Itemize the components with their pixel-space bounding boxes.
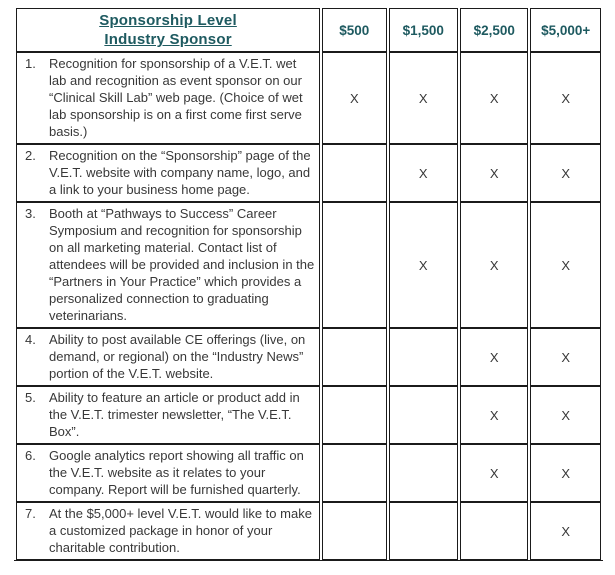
mark-cell-500: [322, 202, 386, 328]
benefit-description-cell: [16, 144, 320, 202]
mark-cell-5000: X: [530, 202, 601, 328]
sponsorship-table: [14, 8, 603, 561]
benefit-text: Recognition on the “Sponsorship” page of the V.E.T. website with company name, logo, and a link to your business home page.: [49, 148, 311, 197]
mark-cell-2500: [460, 502, 528, 560]
mark-cell-5000: X: [530, 386, 601, 444]
mark-cell-500: [322, 144, 386, 202]
header-col-2500: $2,500: [460, 8, 528, 52]
mark-cell-1500: [389, 386, 458, 444]
benefit-description-cell: [16, 328, 320, 386]
benefit-text: Ability to feature an article or product add in the V.E.T. trimester newsletter, “The V.E.T. Box”.: [49, 390, 300, 439]
benefit-text: At the $5,000+ level V.E.T. would like to make a customized package in honor of your charitable contribution.: [49, 506, 312, 555]
benefit-text: Recognition for sponsorship of a V.E.T. wet lab and recognition as event sponsor on our “Clinical Skill Lab” web page. (Choice of wet lab sponsorship is on a first come first serve basis.): [49, 56, 303, 139]
benefit-description-cell: [16, 202, 320, 328]
table-row: [16, 144, 601, 202]
mark-cell-2500: X: [460, 328, 528, 386]
table-row: [16, 52, 601, 144]
benefit-description-cell: [16, 386, 320, 444]
mark-cell-2500: X: [460, 444, 528, 502]
header-col-1500: $1,500: [389, 8, 458, 52]
benefit-description-cell: [16, 502, 320, 560]
mark-cell-1500: [389, 502, 458, 560]
benefit-text: Booth at “Pathways to Success” Career Symposium and recognition for sponsorship on all marketing material. Contact list of attendees will be provided and inclusion in the “Partners in Your Practice” which provides a personalized connection to graduating veterinarians.: [49, 206, 315, 323]
header-col-5000: $5,000+: [530, 8, 601, 52]
benefit-text: Google analytics report showing all traffic on the V.E.T. website as it relates to your company. Report will be furnished quarterly.: [49, 448, 304, 497]
mark-cell-1500: X: [389, 202, 458, 328]
mark-cell-5000: X: [530, 502, 601, 560]
mark-cell-5000: X: [530, 144, 601, 202]
mark-cell-500: [322, 328, 386, 386]
mark-cell-2500: X: [460, 386, 528, 444]
mark-cell-1500: [389, 328, 458, 386]
mark-cell-500: [322, 444, 386, 502]
mark-cell-2500: X: [460, 202, 528, 328]
row-number: 5.: [25, 390, 36, 405]
row-number: 6.: [25, 448, 36, 463]
row-number: 3.: [25, 206, 36, 221]
mark-cell-1500: [389, 444, 458, 502]
table-row: [16, 202, 601, 328]
mark-cell-5000: X: [530, 444, 601, 502]
header-row: [16, 8, 601, 52]
row-number: 4.: [25, 332, 36, 347]
row-number: 2.: [25, 148, 36, 163]
table-title-cell: [16, 8, 320, 52]
benefit-text: Ability to post available CE offerings (live, on demand, or regional) on the “Industry News” portion of the V.E.T. website.: [49, 332, 306, 381]
mark-cell-1500: X: [389, 144, 458, 202]
mark-cell-500: [322, 386, 386, 444]
row-number: 1.: [25, 56, 36, 71]
table-row: [16, 502, 601, 560]
title-sponsorship-level: Sponsorship Level: [99, 12, 237, 29]
mark-cell-5000: X: [530, 52, 601, 144]
benefit-description-cell: [16, 52, 320, 144]
mark-cell-1500: X: [389, 52, 458, 144]
mark-cell-500: X: [322, 52, 386, 144]
header-col-500: $500: [322, 8, 386, 52]
table-row: [16, 328, 601, 386]
title-industry-sponsor: Industry Sponsor: [104, 31, 232, 48]
mark-cell-2500: X: [460, 144, 528, 202]
mark-cell-2500: X: [460, 52, 528, 144]
mark-cell-500: [322, 502, 386, 560]
row-number: 7.: [25, 506, 36, 521]
table-row: [16, 444, 601, 502]
benefit-description-cell: [16, 444, 320, 502]
mark-cell-5000: X: [530, 328, 601, 386]
table-row: [16, 386, 601, 444]
